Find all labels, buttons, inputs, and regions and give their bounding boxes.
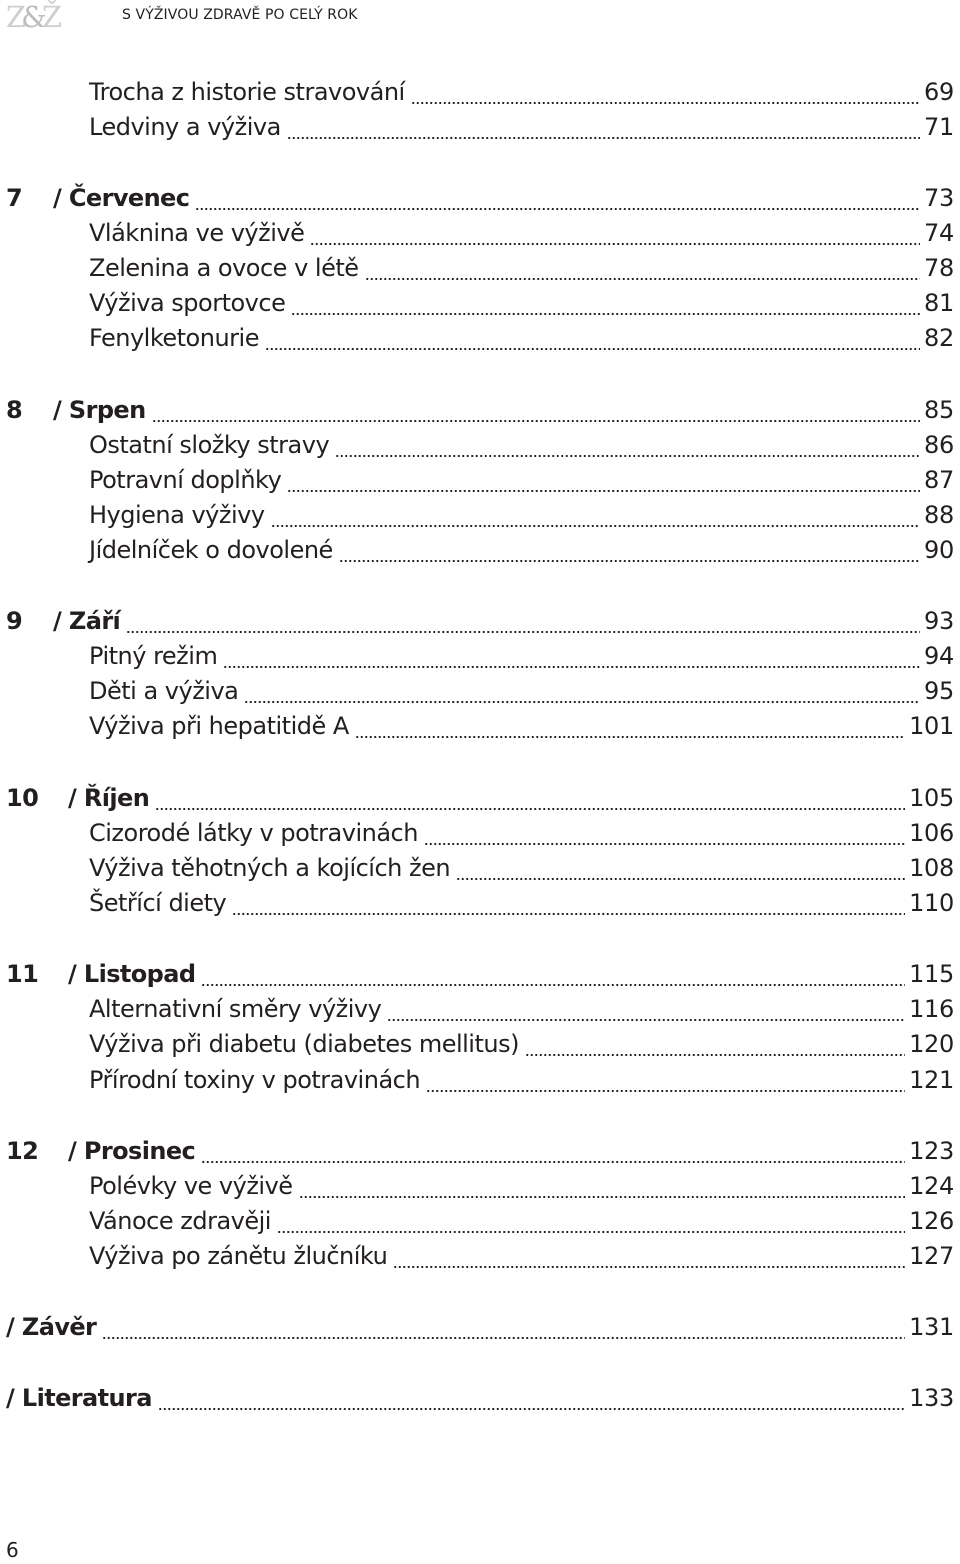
toc-chapter-title: / Říjen <box>68 784 150 812</box>
toc-chapter-number: 11 <box>6 960 39 988</box>
dot-leader <box>365 251 921 285</box>
toc-entry-row <box>89 428 954 462</box>
dot-leader <box>244 674 920 708</box>
toc-entry-row <box>89 639 954 673</box>
toc-chapter-row <box>6 604 954 638</box>
dot-leader <box>310 216 920 250</box>
logo-letter-z: Z <box>6 0 24 34</box>
toc-chapter-title: / Závěr <box>6 1313 97 1341</box>
dot-leader <box>277 1204 905 1238</box>
toc-page-number: 85 <box>924 396 954 424</box>
toc-entry-title: Šetřící diety <box>89 889 227 917</box>
dot-leader <box>126 604 920 638</box>
dot-leader <box>155 781 905 815</box>
toc-chapter-row <box>6 1134 954 1168</box>
toc-entry-title: Výživa při diabetu (diabetes mellitus) <box>89 1030 519 1058</box>
toc-page-number: 124 <box>909 1172 954 1200</box>
toc-entry-title: Pitný režim <box>89 642 218 670</box>
page-number: 6 <box>6 1538 19 1562</box>
toc-page-number: 121 <box>909 1066 954 1094</box>
toc-chapter-title: / Listopad <box>68 960 196 988</box>
toc-entry-row <box>89 216 954 250</box>
dot-leader <box>426 1063 905 1097</box>
toc-page-number: 88 <box>924 501 954 529</box>
toc-entry-title: Cizorodé látky v potravinách <box>89 819 418 847</box>
toc-entry-title: Fenylketonurie <box>89 324 259 352</box>
dot-leader <box>291 286 920 320</box>
toc-entry-title: Zelenina a ovoce v létě <box>89 254 359 282</box>
toc-page-number: 123 <box>909 1137 954 1165</box>
toc-page-number: 82 <box>924 324 954 352</box>
toc-entry-title: Výživa sportovce <box>89 289 286 317</box>
dot-leader <box>271 498 921 532</box>
toc-entry-row <box>89 1027 954 1061</box>
toc-entry-title: Přírodní toxiny v potravinách <box>89 1066 421 1094</box>
toc-entry-row <box>89 110 954 144</box>
toc-entry-row <box>89 75 954 109</box>
toc-chapter-number: 9 <box>6 607 23 635</box>
toc-page-number: 78 <box>924 254 954 282</box>
toc-chapter-title: / Literatura <box>6 1384 152 1412</box>
toc-page-number: 115 <box>909 960 954 988</box>
toc-entry-row <box>89 1239 954 1273</box>
toc-entry-title: Ostatní složky stravy <box>89 431 330 459</box>
toc-page-number: 81 <box>924 289 954 317</box>
running-header-title: S VÝŽIVOU ZDRAVĚ PO CELÝ ROK <box>122 7 358 23</box>
toc-entry-row <box>89 674 954 708</box>
toc-page-number: 90 <box>924 536 954 564</box>
dot-leader <box>393 1239 905 1273</box>
dot-leader <box>424 816 905 850</box>
toc-entry-row <box>89 851 954 885</box>
toc-entry-row <box>89 498 954 532</box>
dot-leader <box>335 428 920 462</box>
toc-entry-row <box>89 286 954 320</box>
dot-leader <box>411 75 920 109</box>
toc-entry-title: Vánoce zdravěji <box>89 1207 271 1235</box>
toc-page-number: 95 <box>924 677 954 705</box>
dot-leader <box>223 639 920 673</box>
dot-leader <box>456 851 905 885</box>
toc-entry-row <box>89 463 954 497</box>
toc-chapter-title: / Prosinec <box>68 1137 196 1165</box>
dot-leader <box>287 110 920 144</box>
toc-page-number: 93 <box>924 607 954 635</box>
toc-entry-title: Polévky ve výživě <box>89 1172 293 1200</box>
toc-entry-title: Potravní doplňky <box>89 466 282 494</box>
logo-ampersand: & <box>21 0 44 34</box>
toc-page-number: 126 <box>909 1207 954 1235</box>
toc-page-number: 105 <box>909 784 954 812</box>
toc-page-number: 69 <box>924 78 954 106</box>
toc-entry-title: Děti a výživa <box>89 677 239 705</box>
toc-page-number: 74 <box>924 219 954 247</box>
toc-chapter-number: 7 <box>6 184 23 212</box>
dot-leader <box>387 992 905 1026</box>
toc-chapter-row <box>6 181 954 215</box>
toc-entry-row <box>89 251 954 285</box>
toc-chapter-title: / Září <box>53 607 121 635</box>
toc-page-number: 108 <box>909 854 954 882</box>
dot-leader <box>287 463 920 497</box>
toc-page-number: 110 <box>909 889 954 917</box>
toc-chapter-title: / Srpen <box>53 396 146 424</box>
toc-entry-title: Výživa po zánětu žlučníku <box>89 1242 388 1270</box>
toc-entry-row <box>89 992 954 1026</box>
toc-entry-title: Hygiena výživy <box>89 501 265 529</box>
dot-leader <box>355 709 905 743</box>
toc-entry-title: Vláknina ve výživě <box>89 219 305 247</box>
toc-page-number: 86 <box>924 431 954 459</box>
toc-chapter-row <box>6 1381 954 1415</box>
toc-chapter-number: 8 <box>6 396 23 424</box>
toc-chapter-number: 12 <box>6 1137 39 1165</box>
toc-chapter-title: / Červenec <box>53 184 190 212</box>
toc-entry-title: Ledviny a výživa <box>89 113 281 141</box>
toc-page-number: 87 <box>924 466 954 494</box>
toc-chapter-row <box>6 393 954 427</box>
toc-chapter-row <box>6 1310 954 1344</box>
toc-entry-title: Alternativní směry výživy <box>89 995 382 1023</box>
dot-leader <box>299 1169 906 1203</box>
toc-entry-row <box>89 321 954 355</box>
dot-leader <box>102 1310 905 1344</box>
toc-page-number: 73 <box>924 184 954 212</box>
dot-leader <box>201 957 905 991</box>
dot-leader <box>195 181 920 215</box>
toc-entry-title: Výživa těhotných a kojících žen <box>89 854 451 882</box>
dot-leader <box>152 393 920 427</box>
dot-leader <box>339 533 920 567</box>
dot-leader <box>158 1381 905 1415</box>
toc-entry-row <box>89 709 954 743</box>
toc-entry-title: Trocha z historie stravování <box>89 78 405 106</box>
toc-chapter-row <box>6 781 954 815</box>
toc-page-number: 133 <box>909 1384 954 1412</box>
toc-chapter-row <box>6 957 954 991</box>
toc-entry-row <box>89 533 954 567</box>
toc-chapter-number: 10 <box>6 784 39 812</box>
dot-leader <box>525 1027 905 1061</box>
toc-page-number: 120 <box>909 1030 954 1058</box>
toc-page-number: 131 <box>909 1313 954 1341</box>
toc-entry-row <box>89 1063 954 1097</box>
toc-page-number: 71 <box>924 113 954 141</box>
toc-entry-row <box>89 886 954 920</box>
toc-entry-title: Jídelníček o dovolené <box>89 536 333 564</box>
toc-page-number: 94 <box>924 642 954 670</box>
toc-entry-row <box>89 1204 954 1238</box>
logo-letter-z-caron: Ž <box>41 0 60 34</box>
toc-page-number: 127 <box>909 1242 954 1270</box>
toc-page-number: 106 <box>909 819 954 847</box>
dot-leader <box>232 886 905 920</box>
toc-entry-row <box>89 1169 954 1203</box>
dot-leader <box>265 321 920 355</box>
toc-entry-title: Výživa při hepatitidě A <box>89 712 349 740</box>
toc-entry-row <box>89 816 954 850</box>
toc-page-number: 116 <box>909 995 954 1023</box>
toc-page-number: 101 <box>909 712 954 740</box>
dot-leader <box>201 1134 905 1168</box>
